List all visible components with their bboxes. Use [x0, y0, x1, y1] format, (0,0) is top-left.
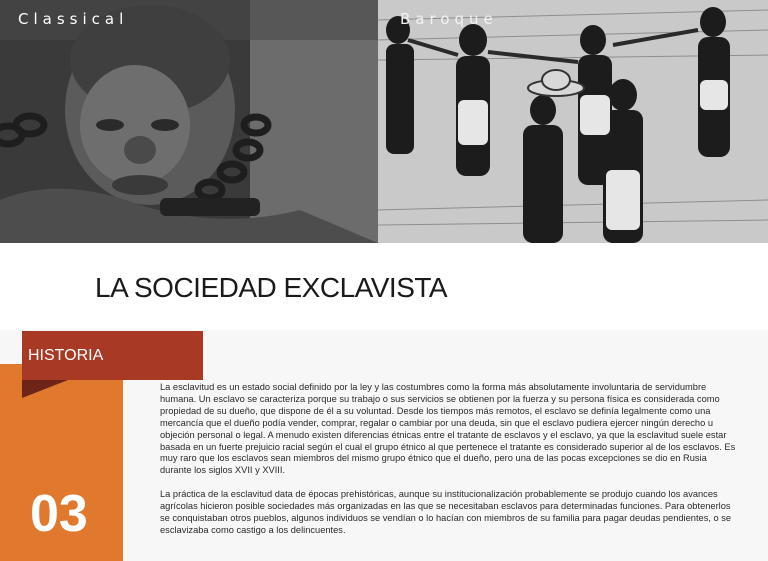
header-photo-strip — [0, 0, 768, 243]
section-tag-label: HISTORIA — [28, 346, 104, 364]
photo-caption-left: Classical — [18, 10, 129, 28]
chained-man-photo — [0, 0, 378, 243]
page-title: LA SOCIEDAD EXCLAVISTA — [95, 272, 448, 303]
section-number: 03 — [30, 485, 88, 543]
slave-caravan-engraving — [378, 0, 768, 243]
body-paragraph-2: La práctica de la esclavitud data de épocas prehistóricas, aunque su institucionalización probablemente se produjo cuando los avances agrícolas hicieron posible sociedades más organizadas en las que se necesitaban esclavos para determinadas funciones. Para obtenerlos se conquistaban otros pueblos, algunos individuos se vendían o lo hacían con miembros de su familia para pagar deudas pendientes, o se esclavizaba como castigo a los delincuentes. — [160, 489, 732, 535]
ribbon-fold — [22, 380, 68, 398]
section-tag — [22, 331, 203, 380]
photo-caption-right: Baroque — [400, 10, 498, 28]
body-text — [160, 382, 738, 549]
body-paragraph-1: La esclavitud es un estado social definido por la ley y las costumbres como la forma más absolutamente involuntaria de servidumbre humana. Un esclavo se caracteriza porque su trabajo o sus servicios se obtienen por la fuerza y su persona física es considerada como propiedad de su dueño, que dispone de él a su voluntad. Desde los tiempos más remotos, el esclavo se definía legalmente como una mercancía que el dueño podía vender, comprar, regalar o cambiar por una deuda, sin que el esclavo pudiera ejercer ningún derecho u objeción personal o legal. A menudo existen diferencias étnicas entre el tratante de esclavos y el esclavo, ya que la esclavitud suele estar basada en un fuerte prejuicio racial según el cual el grupo étnico al que pertenece el tratante es considerado superior al de los esclavos. Es muy raro que los esclavos sean miembros del mismo grupo étnico que el dueño, pero una de las pocas excepciones se dio en Rusia durante los siglos XVII y XVIII. — [160, 382, 736, 476]
